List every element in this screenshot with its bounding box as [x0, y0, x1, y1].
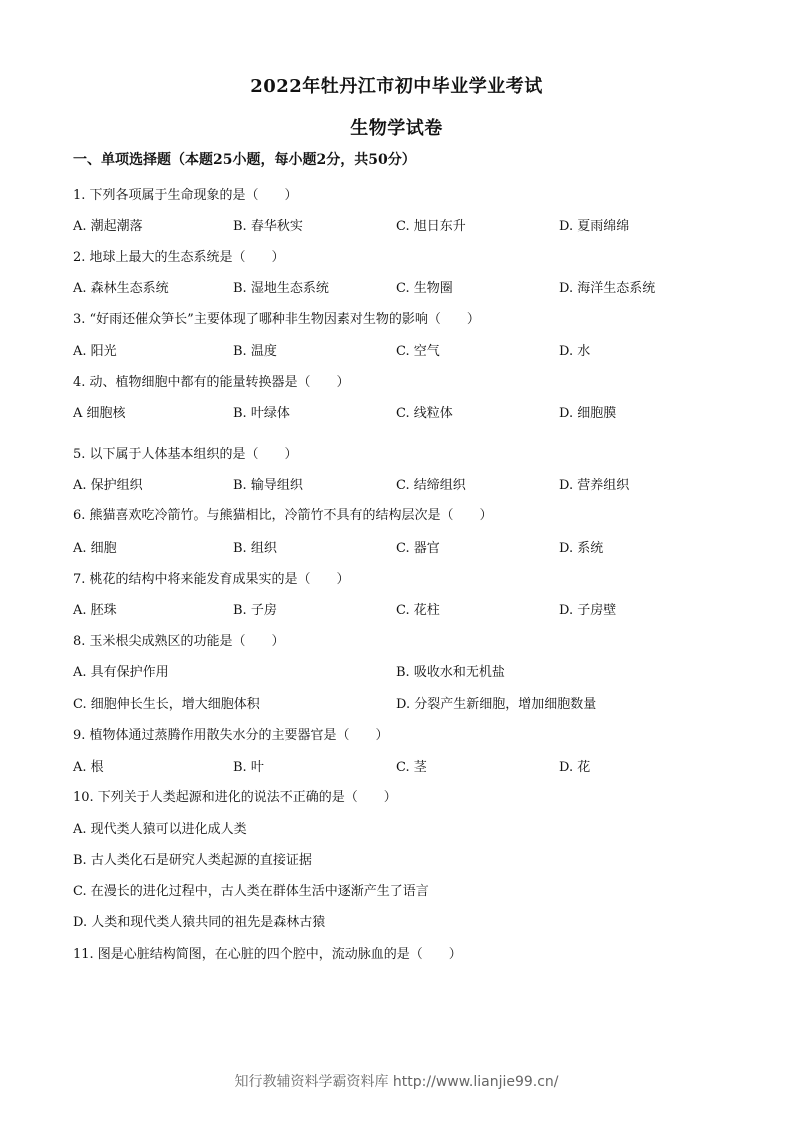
q8-option-d: D. 分裂产生新细胞，增加细胞数量: [396, 697, 597, 712]
q1-option-a: A. 潮起潮落: [73, 219, 143, 234]
q4-option-c: C. 线粒体: [396, 406, 453, 421]
q7-option-d: D. 子房壁: [559, 603, 617, 618]
section-heading: 一、单项选择题（本题25小题，每小题2分，共50分）: [73, 152, 416, 168]
q3-option-a: A. 阳光: [73, 344, 117, 359]
question-3: 3. “好雨还催众笋长”主要体现了哪种非生物因素对生物的影响（ ）: [73, 312, 480, 327]
q9-option-a: A. 根: [73, 760, 104, 775]
question-5: 5. 以下属于人体基本组织的是（ ）: [73, 447, 298, 462]
q7-option-a: A. 胚珠: [73, 603, 117, 618]
question-6: 6. 熊猫喜欢吃冷箭竹。与熊猫相比，冷箭竹不具有的结构层次是（ ）: [73, 508, 493, 523]
exam-title: 2022年牡丹江市初中毕业学业考试: [250, 76, 543, 97]
question-10: 10. 下列关于人类起源和进化的说法不正确的是（ ）: [73, 790, 397, 805]
q1-option-b: B. 春华秋实: [233, 219, 303, 234]
q5-option-d: D. 营养组织: [559, 478, 630, 493]
q2-option-a: A. 森林生态系统: [73, 281, 169, 296]
q8-option-a: A. 具有保护作用: [73, 665, 169, 680]
q7-option-b: B. 子房: [233, 603, 277, 618]
question-8: 8. 玉米根尖成熟区的功能是（ ）: [73, 634, 285, 649]
q9-option-b: B. 叶: [233, 760, 264, 775]
question-9: 9. 植物体通过蒸腾作用散失水分的主要器官是（ ）: [73, 728, 389, 743]
q5-option-c: C. 结缔组织: [396, 478, 466, 493]
q10-option-d: D. 人类和现代类人猿共同的祖先是森林古猿: [73, 915, 326, 930]
q4-option-d: D. 细胞膜: [559, 406, 617, 421]
q4-option-b: B. 叶绿体: [233, 406, 290, 421]
q5-option-b: B. 输导组织: [233, 478, 303, 493]
q9-option-c: C. 茎: [396, 760, 427, 775]
question-2: 2. 地球上最大的生态系统是（ ）: [73, 250, 285, 265]
q3-option-d: D. 水: [559, 344, 591, 359]
q10-option-c: C. 在漫长的进化过程中，古人类在群体生活中逐渐产生了语言: [73, 884, 429, 899]
q8-option-c: C. 细胞伸长生长，增大细胞体积: [73, 697, 260, 712]
question-7: 7. 桃花的结构中将来能发育成果实的是（ ）: [73, 572, 350, 587]
q5-option-a: A. 保护组织: [73, 478, 143, 493]
q2-option-b: B. 湿地生态系统: [233, 281, 329, 296]
footer-watermark: 知行教辅资料学霸资料库 http://www.lianjie99.cn/: [234, 1074, 559, 1090]
q6-option-a: A. 细胞: [73, 541, 117, 556]
question-11: 11. 图是心脏结构简图，在心脏的四个腔中，流动脉血的是（ ）: [73, 947, 462, 962]
exam-subtitle: 生物学试卷: [350, 118, 443, 139]
q10-option-a: A. 现代类人猿可以进化成人类: [73, 822, 247, 837]
q2-option-c: C. 生物圈: [396, 281, 453, 296]
question-4: 4. 动、植物细胞中都有的能量转换器是（ ）: [73, 375, 350, 390]
q8-option-b: B. 吸收水和无机盐: [396, 665, 505, 680]
question-1: 1. 下列各项属于生命现象的是（ ）: [73, 188, 298, 203]
q1-option-c: C. 旭日东升: [396, 219, 466, 234]
q2-option-d: D. 海洋生态系统: [559, 281, 656, 296]
q10-option-b: B. 古人类化石是研究人类起源的直接证据: [73, 853, 312, 868]
q6-option-d: D. 系统: [559, 541, 604, 556]
q4-option-a: A 细胞核: [73, 406, 126, 421]
q3-option-c: C. 空气: [396, 344, 440, 359]
q9-option-d: D. 花: [559, 760, 591, 775]
q6-option-c: C. 器官: [396, 541, 440, 556]
q7-option-c: C. 花柱: [396, 603, 440, 618]
q1-option-d: D. 夏雨绵绵: [559, 219, 630, 234]
q6-option-b: B. 组织: [233, 541, 277, 556]
q3-option-b: B. 温度: [233, 344, 277, 359]
